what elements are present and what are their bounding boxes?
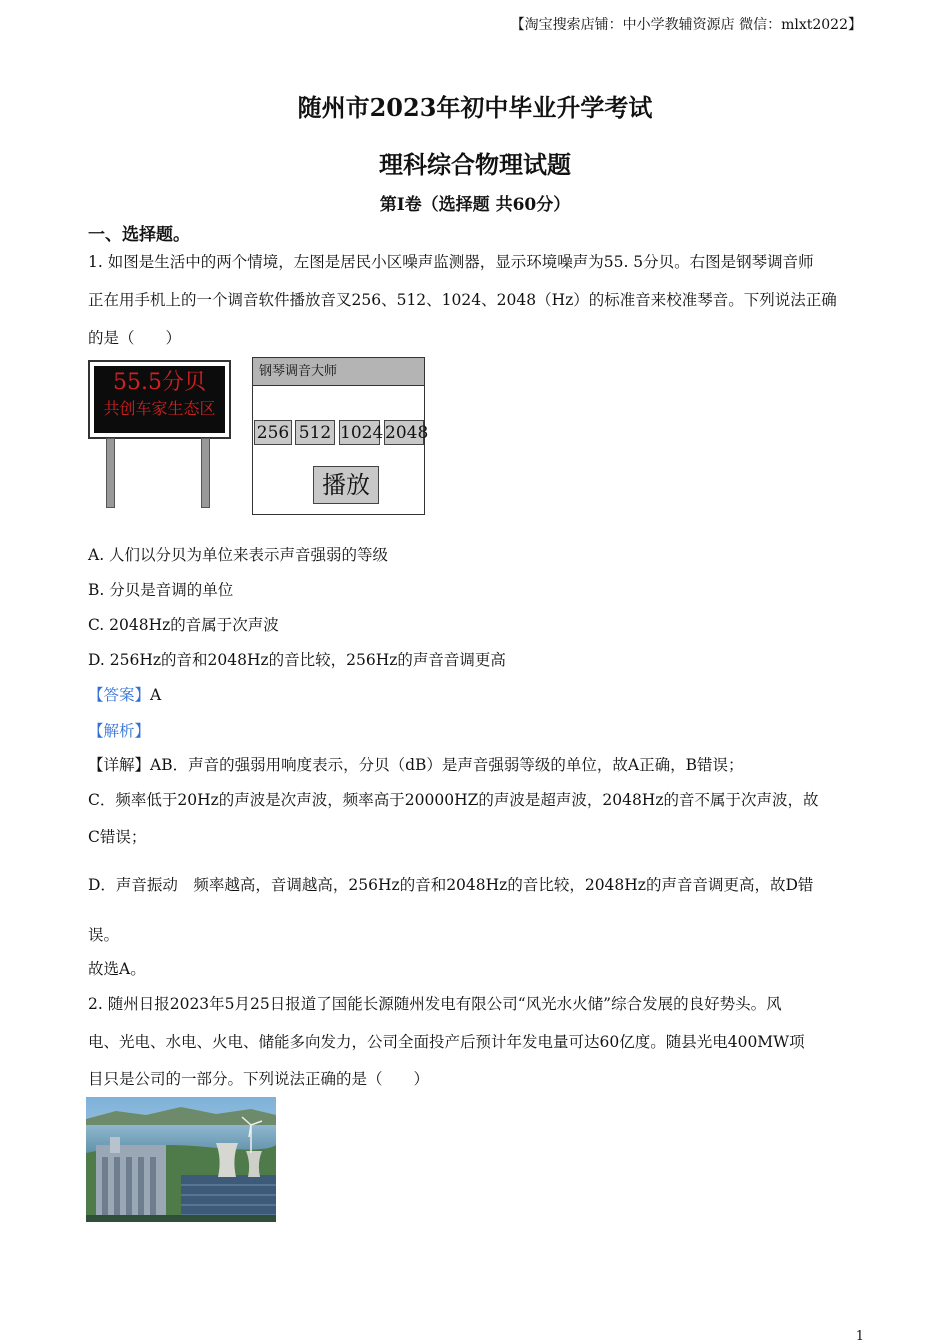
- tuning-app-screen: [252, 357, 429, 515]
- noise-monitor-display: [88, 360, 231, 439]
- power-plant-photo: [86, 1097, 276, 1222]
- answer-value: A: [150, 686, 162, 704]
- q1-detail-line-5: 误。: [88, 926, 120, 944]
- q1-conclusion: 故选A。: [88, 960, 146, 978]
- q1-detail-line-3: C错误；: [88, 828, 147, 846]
- freq-button-2048: 2048: [384, 420, 424, 445]
- exam-title: 随州市2023年初中毕业升学考试: [297, 93, 653, 122]
- q1-detail-line-4: D．声音振动 频率越高，音调越高，256Hz的音和2048Hz的音比较，2048Hz的声音音调更高，故D错: [88, 876, 814, 894]
- q1-option-b: B. 分贝是音调的单位: [88, 581, 234, 599]
- q2-stem-line-1: 2. 随州日报2023年5月25日报道了国能长源随州发电有限公司“风光水火储”综合发展的良好势头。风: [88, 995, 782, 1013]
- detail-label: 【详解】: [88, 756, 151, 774]
- q1-detail-line-1: [88, 753, 744, 775]
- q1-option-a: A. 人们以分贝为单位来表示声音强弱的等级: [88, 546, 389, 564]
- section-heading: 一、选择题。: [88, 225, 190, 245]
- answer-label: 【答案】: [88, 686, 151, 704]
- monitor-post-left: [106, 438, 115, 508]
- noise-slogan: 共创车家生态区: [103, 399, 216, 418]
- exam-subtitle: 理科综合物理试题: [379, 150, 571, 179]
- freq-button-256: 256: [254, 420, 292, 445]
- q1-stem-line-2: 正在用手机上的一个调音软件播放音叉256、512、1024、2048（Hz）的标准音来校准琴音。下列说法正确: [88, 291, 837, 309]
- analysis-label: 【解析】: [88, 722, 151, 740]
- q2-stem-line-3: 目只是公司的一部分。下列说法正确的是（ ）: [88, 1070, 430, 1088]
- detail-text-1: AB．声音的强弱用响度表示，分贝（dB）是声音强弱等级的单位，故A正确，B错误；: [150, 756, 744, 774]
- play-button: 播放: [313, 466, 379, 504]
- freq-button-1024: 1024: [339, 420, 380, 445]
- app-title: 钢琴调音大师: [253, 358, 424, 386]
- noise-value: 55.5分贝: [113, 370, 206, 395]
- q1-option-d: D. 256Hz的音和2048Hz的音比较，256Hz的声音音调更高: [88, 651, 506, 669]
- q1-stem-line-3: 的是（ ）: [88, 329, 182, 347]
- q2-stem-line-2: 电、光电、水电、火电、储能多向发力，公司全面投产后预计年发电量可达60亿度。随县光电400MW项: [88, 1033, 805, 1051]
- freq-button-512: 512: [295, 420, 335, 445]
- q1-stem-line-1: 1. 如图是生活中的两个情境，左图是居民小区噪声监测器，显示环境噪声为55. 5分贝。右图是钢琴调音师: [88, 253, 814, 271]
- monitor-post-right: [201, 438, 210, 508]
- q1-detail-line-2: C．频率低于20Hz的声波是次声波，频率高于20000HZ的声波是超声波，2048Hz的音不属于次声波，故: [88, 791, 819, 809]
- header-note: 【淘宝搜索店铺：中小学教辅资源店 微信：mlxt2022】: [510, 17, 862, 33]
- page-number: 1: [855, 1329, 864, 1344]
- q1-option-c: C. 2048Hz的音属于次声波: [88, 616, 279, 634]
- volume-title: 第Ⅰ卷（选择题 共60分）: [379, 195, 571, 215]
- q1-answer: [88, 683, 161, 705]
